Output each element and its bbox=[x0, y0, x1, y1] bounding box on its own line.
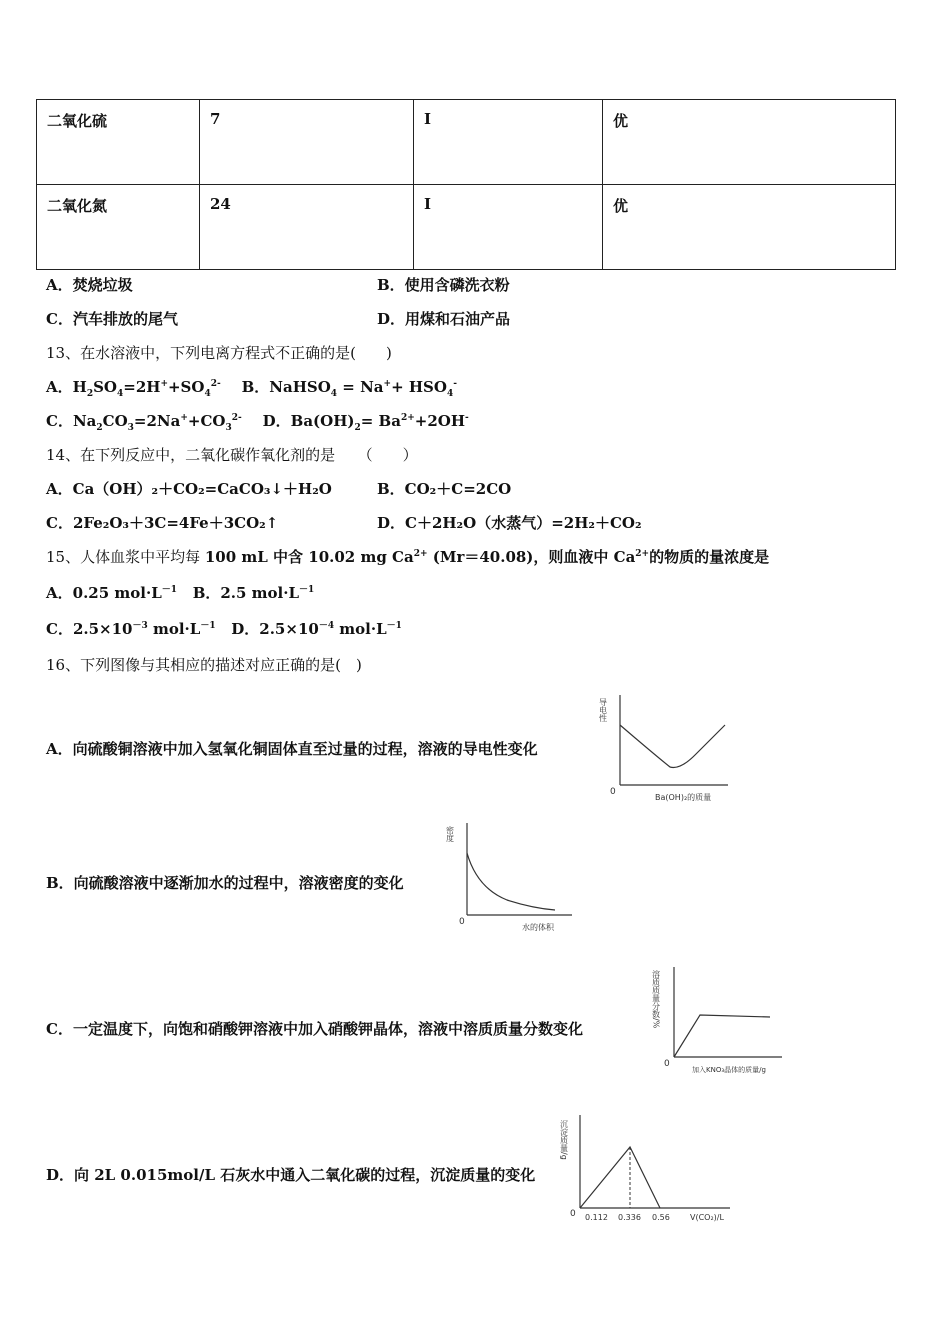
q15-stem: 15、人体血浆中平均每 100 mL 中含 10.02 mg $Ca^{2+}$ (Mr＝40.08)，则血液中 $Ca^{2+}$的物质的量浓度是 bbox=[46, 548, 770, 566]
origin-label: 0 bbox=[664, 1059, 670, 1069]
quality-cell: 优 bbox=[603, 100, 896, 185]
q15-options-cd: C．$2.5\times 10^{-3}$ $mol\cdot L^{-1}$ D．$2.5\times 10^{-4}$ $mol\cdot L^{-1}$ bbox=[46, 620, 402, 638]
mass-fraction-curve bbox=[674, 1015, 770, 1057]
level-cell: I bbox=[414, 185, 603, 270]
conductivity-curve bbox=[620, 725, 725, 768]
q13-options-ab: A．$H_2SO_4=2H^++SO_4^{2-}$ B．NaHSO$_4$ = $Na^++ HSO_4^-$ bbox=[46, 378, 457, 399]
chart-d-precipitate bbox=[560, 1110, 735, 1234]
y-label: 导电性 bbox=[598, 698, 608, 722]
x-tick-056: 0.56 bbox=[652, 1213, 670, 1222]
q14-option-b: B．CO₂＋C=2CO bbox=[377, 480, 512, 498]
table-row bbox=[37, 185, 896, 270]
table-row bbox=[37, 100, 896, 185]
chart-b-density bbox=[447, 818, 577, 937]
q13-stem: 13、在水溶液中，下列电离方程式不正确的是( ) bbox=[46, 344, 392, 362]
q14-option-c: C．2Fe₂O₃＋3C=4Fe＋3CO₂↑ bbox=[46, 514, 279, 532]
pollutant-cell: 二氧化氮 bbox=[37, 185, 200, 270]
y-label: 密度 bbox=[445, 826, 455, 842]
quality-cell: 优 bbox=[603, 185, 896, 270]
q12-option-a: A．焚烧垃圾 bbox=[46, 276, 133, 294]
x-label: 加入KNO₃晶体的质量/g bbox=[692, 1066, 766, 1074]
density-curve bbox=[467, 853, 555, 910]
q12-option-c: C．汽车排放的尾气 bbox=[46, 310, 178, 328]
x-label: 水的体积 bbox=[522, 923, 554, 932]
x-tick-0336: 0.336 bbox=[618, 1213, 641, 1222]
q15-options-ab: A．0.25 $mol\cdot L^{-1}$ B．2.5 $mol\cdot L^{-1}$ bbox=[46, 584, 315, 602]
precipitate-curve bbox=[580, 1147, 660, 1208]
pollutant-cell: 二氧化硫 bbox=[37, 100, 200, 185]
x-label: Ba(OH)₂的质量 bbox=[655, 793, 712, 802]
q13-options-cd: C．$Na_2CO_3=2Na^++CO_3^{2-}$ D．$Ba(OH)_2= Ba^{2+}+2OH^-$ bbox=[46, 412, 469, 433]
q16-option-a: A．向硫酸铜溶液中加入氢氧化铜固体直至过量的过程，溶液的导电性变化 bbox=[46, 740, 538, 758]
air-quality-table bbox=[36, 99, 896, 270]
y-label: 溶质质量分数/% bbox=[651, 970, 661, 1029]
origin-label: 0 bbox=[610, 787, 616, 797]
x-label: V(CO₂)/L bbox=[690, 1213, 724, 1222]
level-cell: I bbox=[414, 100, 603, 185]
index-cell: 7 bbox=[200, 100, 414, 185]
q14-option-d: D．C＋2H₂O（水蒸气）=2H₂＋CO₂ bbox=[377, 514, 642, 532]
q16-option-d: D．向 2L 0.015mol/L 石灰水中通入二氧化碳的过程，沉淀质量的变化 bbox=[46, 1166, 536, 1184]
q14-stem: 14、在下列反应中，二氧化碳作氧化剂的是 （ ） bbox=[46, 446, 418, 464]
chart-a-conductivity bbox=[600, 690, 730, 809]
chart-c-mass-fraction bbox=[652, 962, 797, 1081]
q12-option-b: B．使用含磷洗衣粉 bbox=[377, 276, 510, 294]
q14-option-a: A．Ca（OH）₂＋CO₂=CaCO₃↓＋H₂O bbox=[46, 480, 332, 498]
q16-option-c: C．一定温度下，向饱和硝酸钾溶液中加入硝酸钾晶体，溶液中溶质质量分数变化 bbox=[46, 1020, 583, 1038]
origin-label: 0 bbox=[570, 1209, 576, 1219]
y-label: 沉淀质量/g bbox=[559, 1120, 569, 1160]
index-cell: 24 bbox=[200, 185, 414, 270]
q16-stem: 16、下列图像与其相应的描述对应正确的是( ) bbox=[46, 656, 362, 674]
q12-option-d: D．用煤和石油产品 bbox=[377, 310, 511, 328]
origin-label: 0 bbox=[459, 917, 465, 927]
q16-option-b: B．向硫酸溶液中逐渐加水的过程中，溶液密度的变化 bbox=[46, 874, 404, 892]
x-tick-0112: 0.112 bbox=[585, 1213, 608, 1222]
